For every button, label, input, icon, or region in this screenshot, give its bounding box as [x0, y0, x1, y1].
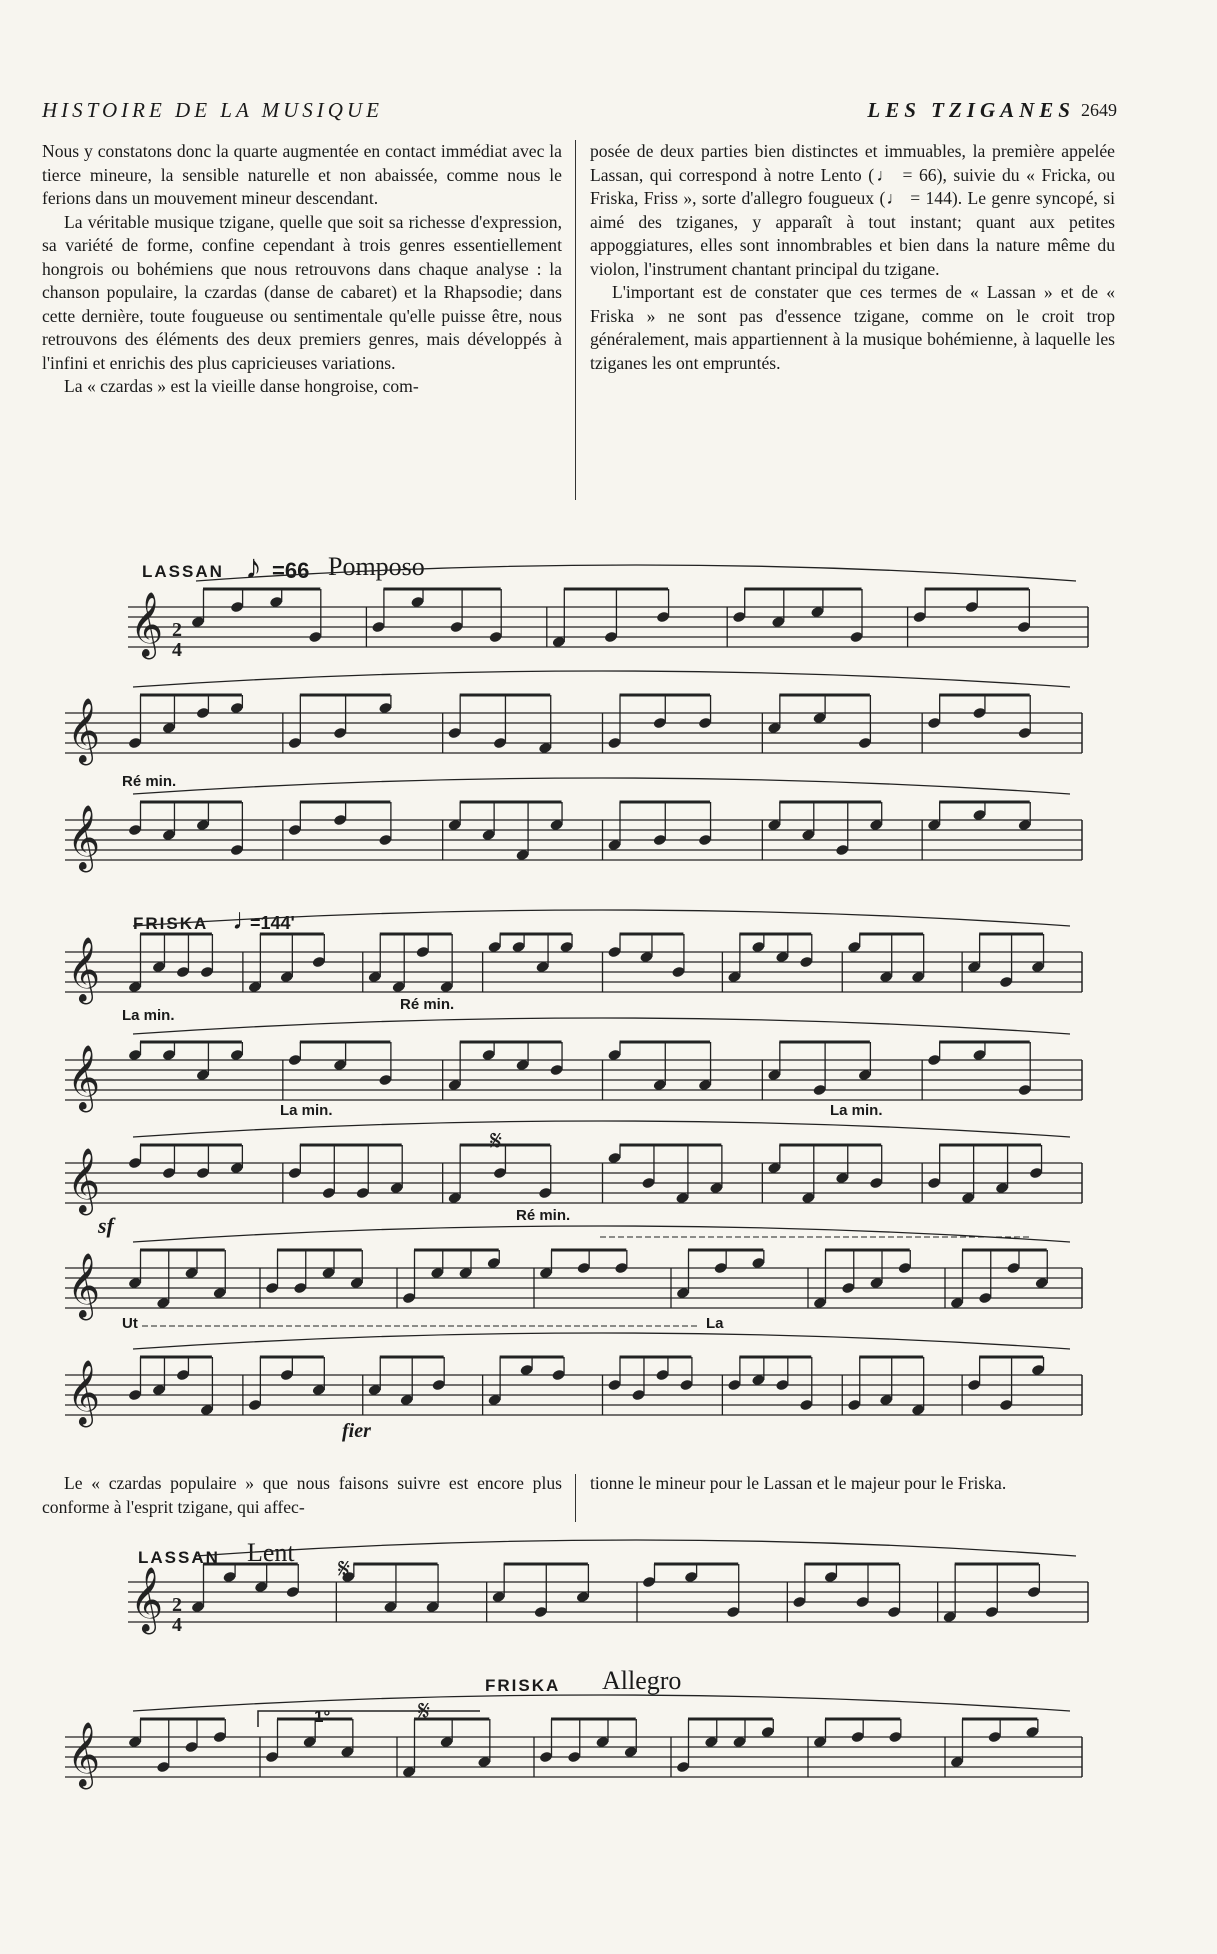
bottom-right-paragraph: tionne le mineur pour le Lassan et le majeur pour le Friska.: [590, 1473, 1007, 1493]
slur: [133, 1018, 1070, 1034]
dynamic-sf: sf: [98, 1213, 114, 1238]
key-annotation: Ré min.: [516, 1207, 571, 1224]
paragraph: Nous y constatons donc la quarte augmentée en contact immédiat avec la tierce mineure, la sensible naturelle et non abaissée, comme nous le ferions dans un mouvement mineur descendant.: [42, 141, 562, 208]
paragraph: La véritable musique tzigane, quelle que soit sa richesse d'expression, sa variété de forme, confine cependant à trois genres essentiellement hongrois ou bohémiens que nous retrouvons dans chaque analyse : la chanson populaire, la czardas (danse de cabaret) et la Rhapsodie; dans cette dernière, toute fougueuse ou sentimentale qu'elle puisse être, nous retrouvons des éléments des deux premiers genres, mais développés à l'infini et enrichis des plus capricieuses variations.: [42, 211, 562, 373]
segno-icon: 𝄋: [490, 1124, 503, 1157]
key-annotation: La: [706, 1315, 724, 1332]
slur: [133, 1121, 1070, 1137]
time-signature: 2: [172, 619, 182, 641]
lassan-label: LASSAN: [142, 562, 224, 581]
friska-marking-2: Allegro: [602, 1666, 682, 1695]
treble-clef-icon: 𝄞: [67, 1045, 101, 1110]
paragraph: posée de deux parties bien distinctes et immuables, la première appelée Lassan, qui correspond à notre Lento (♩ = 66), suivie du « Fricka, ou Friska, Friss », sorte d'allegro fougueux (♩ = 144). Le genre syncopé, si aimé des tziganes, y apparaît à tout instant; quant aux petites appoggiatures, elles sont innombrables et bien dans la nature même du violon, l'instrument chantant principal du tzigane.: [590, 141, 1115, 279]
slur: [133, 778, 1070, 794]
paragraph: La « czardas » est la vieille danse hongroise, com-: [64, 376, 419, 396]
volta-label: 1°: [314, 1707, 331, 1726]
slur: [133, 671, 1070, 687]
expression-fier: fier: [342, 1420, 371, 1442]
header-chapter-title: LES TZIGANES: [867, 98, 1075, 122]
treble-clef-icon: 𝄞: [67, 698, 101, 763]
key-annotation: La min.: [830, 1102, 883, 1119]
paragraph: L'important est de constater que ces termes de « Lassan » et de « Friska » ne sont pas d'essence tzigane, comme on le croit trop généralement, mais appartiennent à la musique bohémienne, à laquelle les tziganes les ont empruntés.: [590, 282, 1115, 373]
lassan-marking-2: Lent: [247, 1538, 295, 1567]
treble-clef-icon: 𝄞: [67, 1253, 101, 1318]
key-annotation: Ré min.: [122, 773, 177, 790]
page-number: 2649: [1081, 100, 1117, 120]
time-signature: 4: [172, 639, 182, 661]
eighth-note-icon: ♪: [245, 548, 262, 586]
key-annotation: Ré min.: [400, 996, 455, 1013]
slur: [196, 565, 1076, 581]
lassan-label-2: LASSAN: [138, 1548, 220, 1567]
lassan-marking: Pomposo: [328, 552, 425, 581]
treble-clef-icon: 𝄞: [67, 1148, 101, 1213]
friska-label: FRISKA: [133, 914, 209, 933]
time-signature: 4: [172, 1614, 182, 1636]
treble-clef-icon: 𝄞: [67, 1722, 101, 1787]
friska-label-2: FRISKA: [485, 1676, 561, 1695]
header-book-title: HISTOIRE DE LA MUSIQUE: [42, 98, 383, 122]
friska-tempo: =144': [250, 913, 295, 933]
slur: [133, 1226, 1070, 1242]
segno-icon: 𝄋: [418, 1694, 431, 1727]
segno-icon: 𝄋: [338, 1552, 351, 1585]
key-annotation: Ut: [122, 1315, 138, 1332]
slur: [133, 1695, 1070, 1711]
slur: [196, 1540, 1076, 1556]
time-signature: 2: [172, 1594, 182, 1616]
slur: [133, 1333, 1070, 1349]
key-annotation: La min.: [122, 1007, 175, 1024]
bottom-left-paragraph: Le « czardas populaire » que nous faisons suivre est encore plus conforme à l'esprit tzigane, qui affec-: [42, 1473, 562, 1517]
treble-clef-icon: 𝄞: [130, 1567, 164, 1632]
quarter-note-icon: ♩: [232, 903, 262, 936]
slur: [133, 910, 1070, 926]
key-annotation: La min.: [280, 1102, 333, 1119]
lassan-tempo: =66: [272, 558, 310, 583]
treble-clef-icon: 𝄞: [67, 1360, 101, 1425]
treble-clef-icon: 𝄞: [67, 937, 101, 1002]
treble-clef-icon: 𝄞: [130, 592, 164, 657]
treble-clef-icon: 𝄞: [67, 805, 101, 870]
